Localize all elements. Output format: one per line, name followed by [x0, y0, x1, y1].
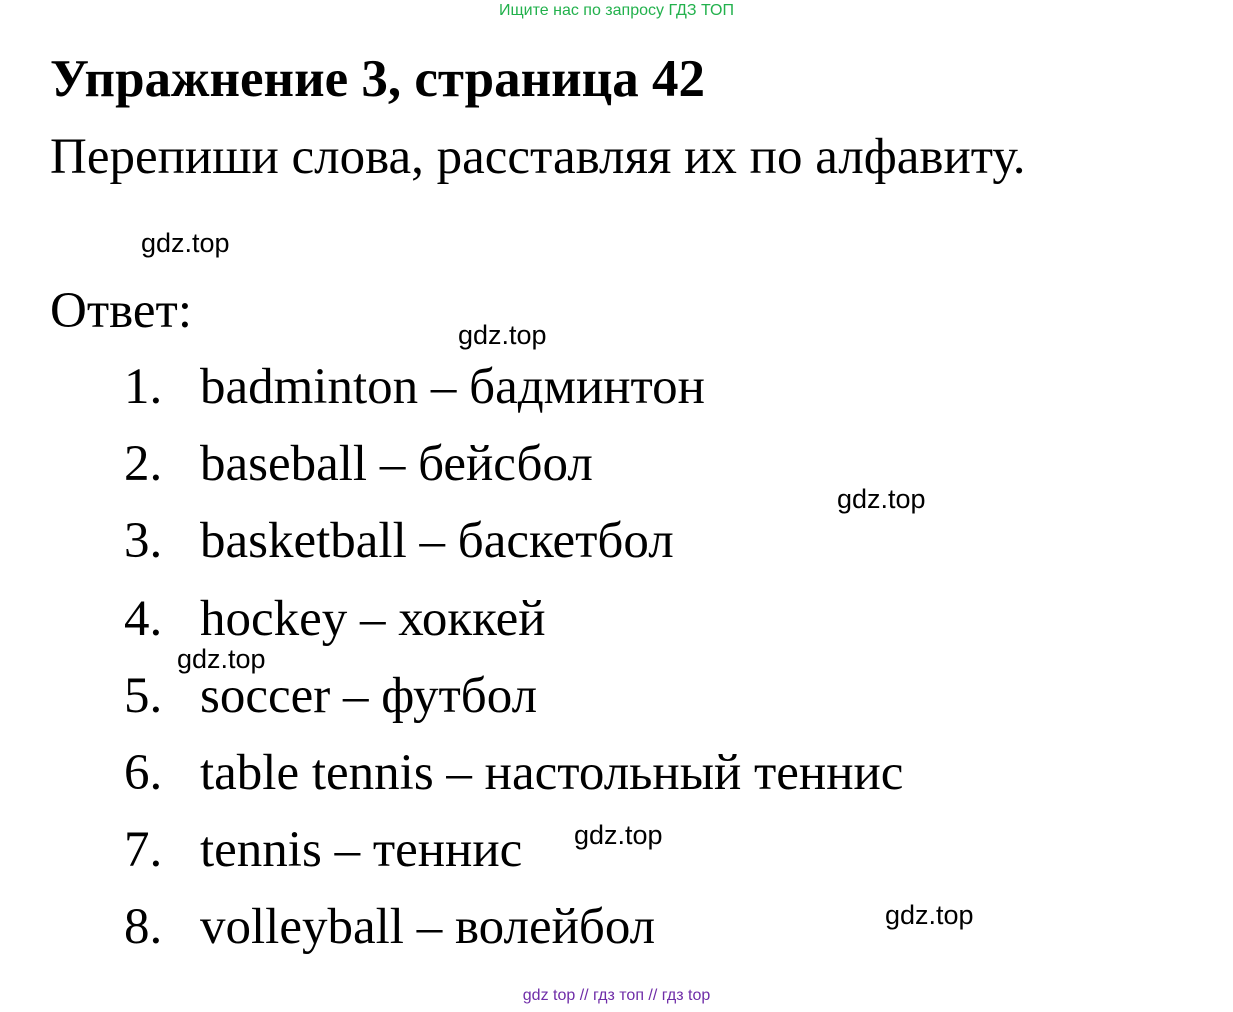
footer-watermark: gdz top // гдз топ // гдз top	[522, 987, 711, 1004]
answer-text: volleyball – волейбол	[200, 899, 656, 955]
answer-number: 1.	[124, 359, 163, 415]
answer-number: 6.	[124, 745, 163, 801]
watermark: gdz.top	[885, 900, 974, 930]
answer-number: 7.	[124, 822, 163, 878]
answer-text: badminton – бадминтон	[200, 359, 705, 415]
answer-number: 4.	[124, 591, 163, 647]
answer-text: basketball – баскетбол	[200, 513, 674, 569]
answer-text: soccer – футбол	[200, 668, 538, 724]
answer-label: Ответ:	[50, 283, 192, 339]
watermark: gdz.top	[837, 484, 926, 514]
watermark: gdz.top	[177, 644, 266, 674]
exercise-title: Упражнение 3, страница 42	[50, 50, 705, 108]
answer-number: 3.	[124, 513, 163, 569]
answer-text: table tennis – настольный теннис	[200, 745, 904, 801]
answer-number: 8.	[124, 899, 163, 955]
answer-text: hockey – хоккей	[200, 591, 546, 647]
task-instruction: Перепиши слова, расставляя их по алфавиту.	[50, 129, 1026, 185]
watermark: gdz.top	[574, 820, 663, 850]
answer-number: 2.	[124, 436, 163, 492]
watermark: gdz.top	[458, 320, 547, 350]
answer-text: tennis – теннис	[200, 822, 523, 878]
answer-number: 5.	[124, 668, 163, 724]
answer-text: baseball – бейсбол	[200, 436, 593, 492]
top-banner: Ищите нас по запросу ГДЗ ТОП	[499, 2, 734, 19]
watermark: gdz.top	[141, 228, 230, 258]
